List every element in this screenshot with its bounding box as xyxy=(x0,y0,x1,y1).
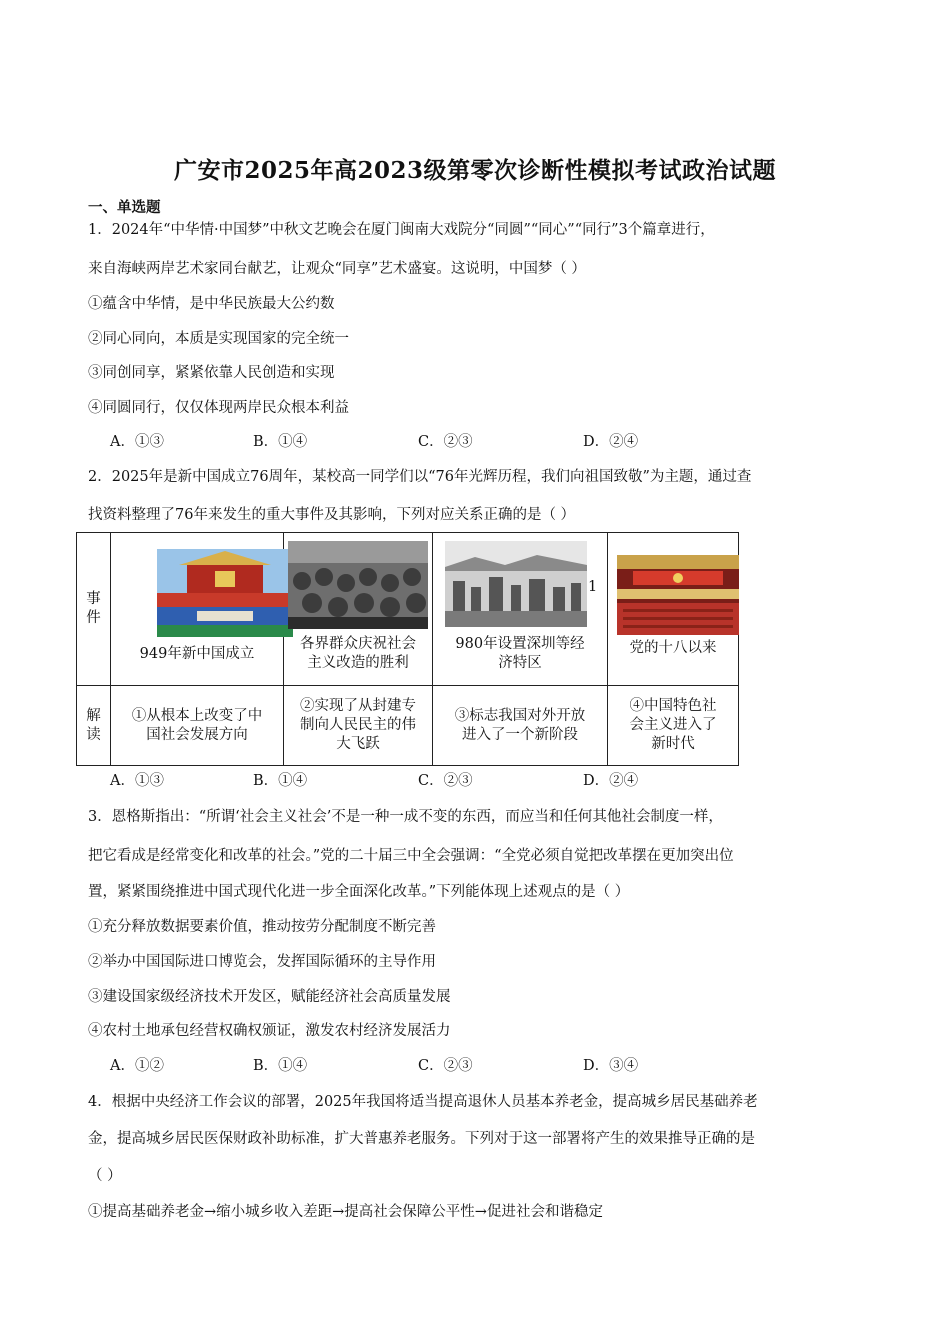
q1-stem-line2: 来自海峡两岸艺术家同台献艺，让观众“同享”艺术盛宴。这说明，中国梦（ ） xyxy=(88,261,586,277)
q2-option-d: D．②④ xyxy=(583,773,639,789)
event1-caption: 949年新中国成立 xyxy=(139,646,255,662)
event3-caption: 980年设置深圳等经 济特区 xyxy=(455,636,585,671)
interp-2: ②实现了从封建专 制向人民民主的伟 大飞跃 xyxy=(284,686,433,766)
q1-option-c: C．②③ xyxy=(418,434,473,450)
event3-year-digit: 1 xyxy=(588,579,598,595)
q1-item-2: ②同心同向，本质是实现国家的完全统一 xyxy=(88,331,349,347)
q4-stem-line3: （ ） xyxy=(88,1168,122,1184)
q1-item-4: ④同圆同行，仅仅体现两岸民众根本利益 xyxy=(88,400,349,416)
q2-option-c: C．②③ xyxy=(418,773,473,789)
events-table xyxy=(76,532,739,766)
interp-3: ③标志我国对外开放 进入了一个新阶段 xyxy=(433,686,608,766)
interp-4: ④中国特色社 会主义进入了 新时代 xyxy=(608,686,739,766)
q1-option-b: B．①④ xyxy=(253,434,308,450)
section-heading: 一、单选题 xyxy=(88,199,161,216)
events-row xyxy=(77,533,739,686)
q4-stem-line2: 金，提高城乡居民医保财政补助标准，扩大普惠养老服务。下列对于这一部署将产生的效果推导正确的是 xyxy=(88,1131,755,1147)
q3-option-c: C．②③ xyxy=(418,1058,473,1074)
q2-option-a: A．①③ xyxy=(110,773,164,789)
q3-option-d: D．③④ xyxy=(583,1058,639,1074)
q3-item-1: ①充分释放数据要素价值，推动按劳分配制度不断完善 xyxy=(88,919,436,935)
row-header-event: 事 件 xyxy=(77,533,111,686)
interpretation-row xyxy=(77,686,739,766)
q3-stem-line1: 3．恩格斯指出：“所谓‘社会主义社会’不是一种一成不变的东西，而应当和任何其他社会制度一样， xyxy=(88,809,723,825)
q3-item-4: ④农村土地承包经营权确权颁证，激发农村经济发展活力 xyxy=(88,1023,451,1039)
page-title: 广安市2025年高2023级第零次诊断性模拟考试政治试题 xyxy=(173,157,777,184)
q1-item-3: ③同创同享，紧紧依靠人民创造和实现 xyxy=(88,365,335,381)
row-header-interpretation: 解 读 xyxy=(77,686,111,766)
q1-option-a: A．①③ xyxy=(110,434,164,450)
q1-item-1: ①蕴含中华情，是中华民族最大公约数 xyxy=(88,296,335,312)
q3-option-a: A．①② xyxy=(110,1058,164,1074)
q3-stem-line3: 置，紧紧围绕推进中国式现代化进一步全面深化改革。”下列能体现上述观点的是（ ） xyxy=(88,884,630,900)
photo-crowd-celebration xyxy=(288,541,428,629)
event4-caption: 党的十八以来 xyxy=(629,640,717,656)
event2-caption: 各界群众庆祝社会 主义改造的胜利 xyxy=(300,636,416,671)
q3-item-3: ③建设国家级经济技术开发区，赋能经济社会高质量发展 xyxy=(88,989,451,1005)
q2-option-b: B．①④ xyxy=(253,773,308,789)
interp-1: ①从根本上改变了中 国社会发展方向 xyxy=(111,686,284,766)
photo-shenzhen-city xyxy=(445,541,587,627)
q2-stem-line1: 2．2025年是新中国成立76周年，某校高一同学们以“76年光辉历程，我们向祖国致敬”为主题，通过查 xyxy=(88,469,752,485)
q4-item-1: ①提高基础养老金→缩小城乡收入差距→提高社会保障公平性→促进社会和谐稳定 xyxy=(88,1204,603,1220)
q2-stem-line2: 找资料整理了76年来发生的重大事件及其影响，下列对应关系正确的是（ ） xyxy=(88,507,576,523)
q3-item-2: ②举办中国国际进口博览会，发挥国际循环的主导作用 xyxy=(88,954,436,970)
q3-option-b: B．①④ xyxy=(253,1058,308,1074)
photo-tiananmen-founding xyxy=(157,549,293,637)
q3-stem-line2: 把它看成是经常变化和改革的社会。”党的二十届三中全会强调：“全党必须自觉把改革摆在更加突出位 xyxy=(88,848,734,864)
photo-congress-hall xyxy=(617,555,739,635)
q4-stem-line1: 4．根据中央经济工作会议的部署，2025年我国将适当提高退休人员基本养老金，提高城乡居民基础养老 xyxy=(88,1094,758,1110)
q1-stem-line1: 1．2024年“中华情·中国梦”中秋文艺晚会在厦门闽南大戏院分“同圆”“同心”“同行”3个篇章进行， xyxy=(88,222,715,238)
q1-option-d: D．②④ xyxy=(583,434,639,450)
